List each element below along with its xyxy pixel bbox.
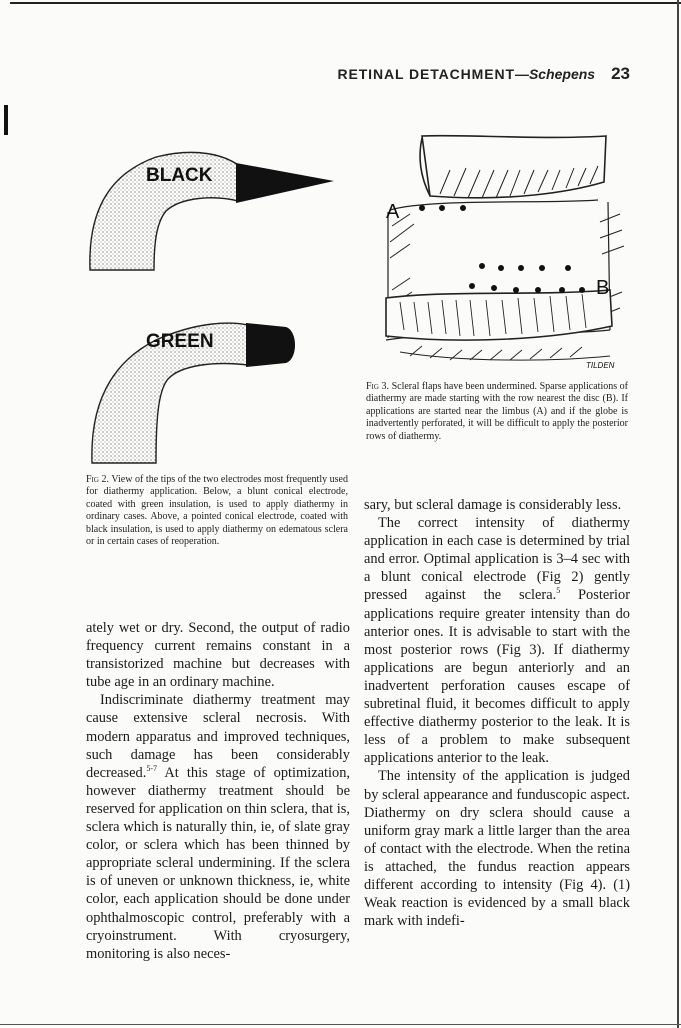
- label-green: GREEN: [146, 331, 214, 352]
- reference-superscript: 5-7: [146, 763, 157, 773]
- figure-2-caption-label: Fig 2.: [86, 474, 110, 485]
- binding-mark: [4, 105, 8, 135]
- running-head: [300, 64, 630, 86]
- running-head-title: RETINAL DETACHMENT: [337, 66, 515, 82]
- right-paragraph-3: The intensity of the application is judged by scleral appearance and funduscopic aspect. Diathermy on dry sclera should cause a uniform gray mark a little larger than the area of contact with the electrode. When the retina is attached, the fundus reaction appears different according to intensity (Fig 4). (1) Weak reaction is evidenced by a small black mark with indefi-: [364, 768, 630, 930]
- figure-2-caption: [86, 474, 348, 548]
- figure-2-electrodes: [86, 135, 356, 465]
- right-paragraph-2: [364, 514, 630, 767]
- right-column: [364, 496, 630, 930]
- illustrator-signature: TILDEN: [586, 361, 615, 370]
- label-black: BLACK: [146, 165, 213, 186]
- flap-illustration: [386, 136, 624, 361]
- right-paragraph-2-part-a: The correct intensity of diathermy application in each case is determined by trial and error. Optimal application is 3–4 sec with a blunt conical electrode (Fig 2) gently pressed against the sclera.: [364, 515, 630, 604]
- left-column: [86, 619, 350, 963]
- page-number: 23: [611, 64, 630, 83]
- running-head-author: —Schepens: [514, 66, 596, 82]
- figure-2-caption-text: View of the tips of the two electrodes most frequently used for diathermy application. Below, a blunt conical electrode, coated with green insulation, is used to apply diathermy in ordinary cases. Above, a pointed conical electrode, coated with black insulation, is used to apply diathermy on edematous sclera or in certain cases of reoperation.: [86, 474, 348, 548]
- page-edge-top: [10, 2, 681, 4]
- diathermy-dots: [419, 205, 585, 293]
- figure-3-caption-text: Scleral flaps have been undermined. Sparse applications of diathermy are made starting with the row nearest the disc (B). If applications are started near the limbus (A) and if the globe is inadvertently perforated, it will be difficult to apply the posterior rows of diathermy.: [366, 381, 629, 442]
- page-edge-bottom: [0, 1024, 681, 1025]
- figure-3-caption-label: Fig 3.: [366, 381, 390, 392]
- right-paragraph-2-part-b: Posterior applications require greater intensity than do anterior ones. It is advisable to start with the most posterior rows (Fig 3). If diathermy applications are begun anteriorly and an inadvertent perforation causes escape of subretinal fluid, it becomes difficult to apply effective diathermy posterior to the leak. It is less of a problem to make subsequent applications anterior to the leak.: [364, 587, 630, 767]
- label-b: B: [596, 277, 610, 299]
- left-paragraph-2-part-a: Indiscriminate diathermy treatment may cause extensive scleral necrosis. With modern apparatus and improved techniques, such damage has been considerably decreased.: [86, 692, 350, 781]
- figure-3-caption: [366, 381, 628, 443]
- reference-superscript: 5: [556, 586, 561, 596]
- right-paragraph-1: sary, but scleral damage is considerably less.: [364, 497, 622, 513]
- left-paragraph-1: ately wet or dry. Second, the output of radio frequency current remains constant in a transistorized machine but decreases with tube age in an ordinary machine.: [86, 620, 350, 691]
- page-edge-right: [677, 0, 679, 1028]
- left-paragraph-2: [86, 691, 350, 962]
- left-paragraph-2-part-b: At this stage of optimization, however diathermy treatment should be reserved for application on thin sclera, that is, sclera which is naturally thin, ie, of slate gray color, or sclera which has been thinned by appropriate scleral undermining. If the sclera is of uneven or unknown thickness, ie, white color, each application should be done under ophthalmoscopic control, preferably with a cryoinstrument. With cryosurgery, monitoring is also neces-: [86, 764, 350, 962]
- figure-3-scleral-flaps: [370, 130, 640, 375]
- label-a: A: [386, 201, 400, 223]
